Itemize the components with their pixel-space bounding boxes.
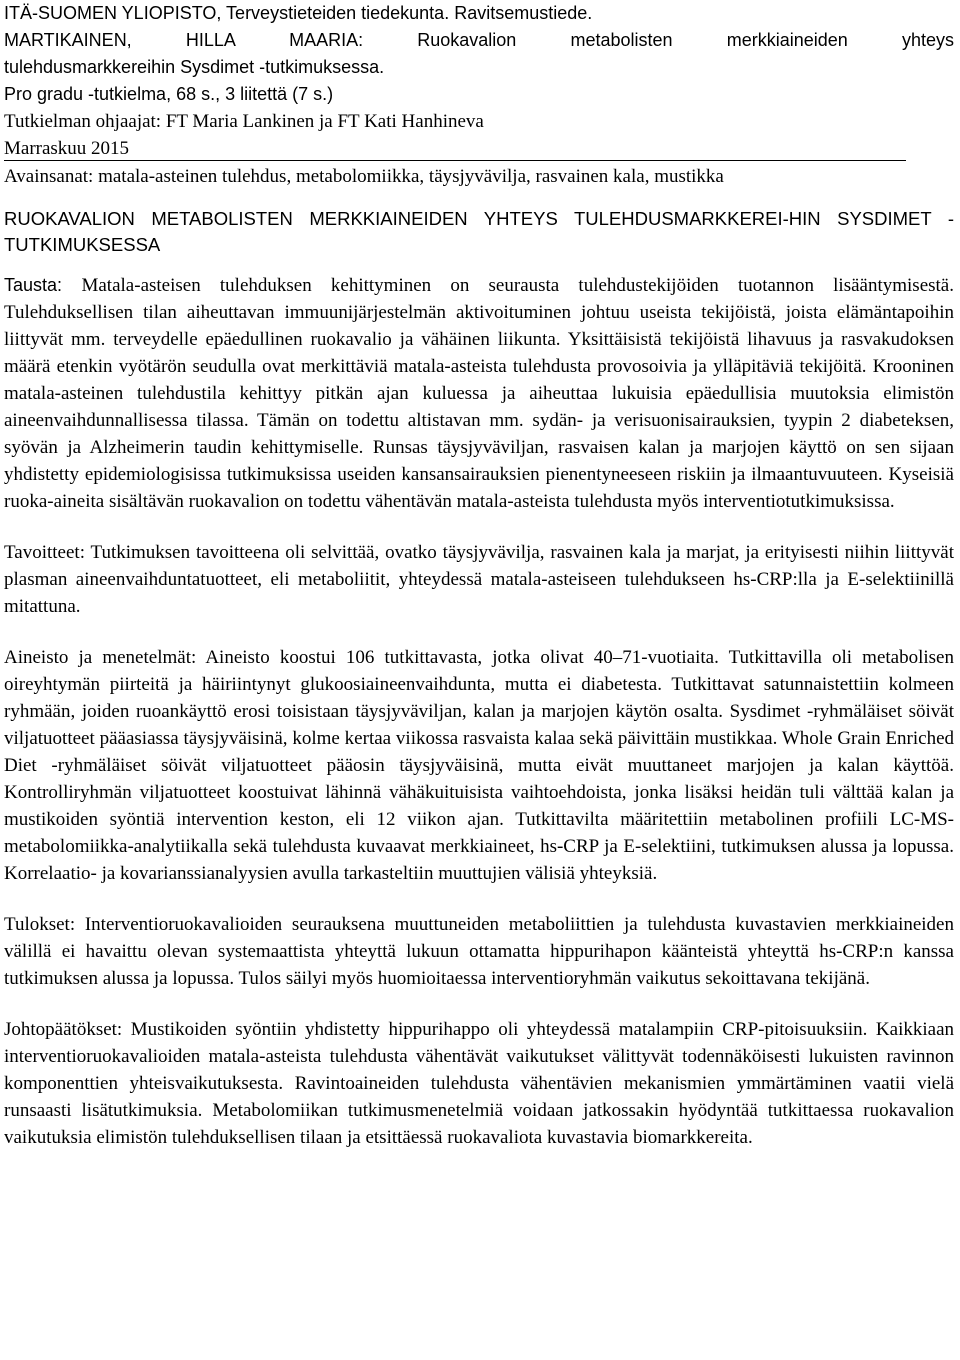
section-text-tulokset: Interventioruokavalioiden seurauksena muuttuneiden metaboliittien ja tulehdusta kuvastavien merkkiaineiden välillä ei havaittu olevan systemaattista yhteyttä lukuun ottamatta hippurihapon käänteistä yhteyttä hs-CRP:n kanssa tutkimuksen alussa ja lopussa. Tulos säilyi myös huomioitaessa interventioryhmän vaikutus sekoittavana tekijänä. — [4, 914, 954, 989]
header-block — [4, 0, 954, 190]
section-text-johtopaatokset: Mustikoiden syöntiin yhdistetty hippurihappo oli yhteydessä matalampiin CRP-pitoisuuksiin. Kaikkiaan interventioruokavalioiden matala-asteista tulehdusta vähentävät vaikutukset välittyvät todennäköisesti lukuisten ravinnon komponenttien yhteisvaikutuksesta. Ravintoaineiden tulehdusta vähentävien mekanismien ymmärtäminen vaatii vielä runsaasti lisätutkimuksia. Metabolomiikan tutkimusmenetelmiä voidaan jatkossakin hyödyntää tutkittaessa ruokavalion vaikutuksia elimistön tulehduksellisen tilaan ja etsittäessä ruokavaliota kuvastavia biomarkkereita. — [4, 1019, 954, 1148]
supervisors: Tutkielman ohjaajat: FT Maria Lankinen ja FT Kati Hanhineva — [4, 111, 484, 132]
section-label-aineisto: Aineisto ja menetelmät: — [4, 647, 206, 668]
section-text-tausta: Matala-asteisen tulehduksen kehittyminen on seurausta tulehdustekijöiden tuotannon lisääntymisestä. Tulehduksellisen tilan aiheuttavan immuunijärjestelmän aktivoituminen johtuu useista tekijöistä, joista elämäntapoihin liittyvät mm. terveydelle epäedullinen ruokavalio ja vähäinen liikunta. Yksittäisistä tekijöistä lihavuus ja rasvakudoksen määrä etenkin vyötärön seudulla ovat merkittäviä matala-asteista tulehdusta provosoivia ja ylläpitäviä tekijöitä. Krooninen matala-asteinen tulehdustila kehittyy pitkän ajan kuluessa ja aiheuttaa lukuisia epäedullisia muutoksia elimistön aineenvaihdunnallisessa tilassa. Tämän on todettu altistavan mm. sydän- ja verisuonisairauksien, tyypin 2 diabeteksen, syövän ja Alzheimerin taudin kehittymiselle. Runsas täysjyväviljan, rasvaisen kalan ja marjojen käyttö on sen sijaan yhdistetty epidemiologisissa tutkimuksissa useiden kansansairauksien pienentyneeseen riskiin ja ilmaantuvuuteen. Kyseisiä ruoka-aineita sisältävän ruokavalion on todettu vähentävän matala-asteista tulehdusta myös interventiotutkimuksissa. — [4, 275, 954, 512]
section-label-tulokset: Tulokset: — [4, 914, 85, 935]
section-aineisto — [4, 644, 954, 887]
document-page — [4, 0, 954, 1151]
section-text-tavoitteet: Tutkimuksen tavoitteena oli selvittää, ovatko täysjyvävilja, rasvainen kala ja marjat, ja erityisesti niihin liittyvät plasman aineenvaihduntatuotteet, eli metaboliitit, yhteydessä matala-asteiseen tulehdukseen hs-CRP:lla ja E-selektiinillä mitattuna. — [4, 542, 954, 617]
section-tavoitteet — [4, 539, 954, 620]
abstract-title: RUOKAVALION METABOLISTEN MERKKIAINEIDEN YHTEYS TULEHDUSMARKKEREI-HIN SYSDIMET -TUTKIMUKSESSA — [4, 208, 954, 255]
section-johtopaatokset — [4, 1016, 954, 1151]
author-title-line: MARTIKAINEN, HILLA MAARIA: Ruokavalion metabolisten merkkiaineiden yhteys — [4, 30, 954, 50]
institution-line: ITÄ-SUOMEN YLIOPISTO, Terveystieteiden tiedekunta. Ravitsemustiede. — [4, 3, 593, 23]
section-label-tausta: Tausta: — [4, 275, 82, 295]
section-tausta — [4, 272, 954, 515]
date: Marraskuu 2015 — [4, 135, 906, 161]
section-text-aineisto: Aineisto koostui 106 tutkittavasta, jotka olivat 40–71-vuotiaita. Tutkittavilla oli metabolisen oireyhtymän piirteitä ja häiriintynyt glukoosiaineenvaihdunta, mutta ei diabetesta. Tutkittavat satunnaistettiin kolmeen ryhmään, joiden ruoankäyttö erosi toisistaan täysjyväviljan, kalan ja marjojen käytön osalta. Sysdimet -ryhmäläiset söivät viljatuotteet pääasiassa täysjyväisinä, kolme kertaa viikossa rasvaista kalaa sekä päivittäin mustikkaa. Whole Grain Enriched Diet -ryhmäläiset söivät viljatuotteet pääosin täysjyväisinä, mutta eivät muuttaneet marjojen ja kalan käyttöä. Kontrolliryhmän viljatuotteet koostuivat lähinnä vähäkuituisista vaihtoehdoista, jonka lisäksi heidän tuli välttää kalan ja mustikoiden syöntiä intervention keston, eli 12 viikon ajan. Tutkittavilta määritettiin metabolinen profiili LC-MS-metabolomiikka-analytiikalla sekä tulehdusta kuvaavat merkkiaineet, hs-CRP ja E-selektiini, tutkimuksen alussa ja lopussa. Korrelaatio- ja kovarianssianalyysien avulla tarkasteltiin muuttujien välisiä yhteyksiä. — [4, 647, 954, 884]
thesis-info: Pro gradu -tutkielma, 68 s., 3 liitettä (7 s.) — [4, 84, 334, 104]
author-title-continuation: tulehdusmarkkereihin Sysdimet -tutkimuksessa. — [4, 57, 385, 77]
section-label-tavoitteet: Tavoitteet: — [4, 542, 91, 563]
keywords: Avainsanat: matala-asteinen tulehdus, metabolomiikka, täysjyvävilja, rasvainen kala, mustikka — [4, 166, 724, 187]
section-tulokset — [4, 911, 954, 992]
section-label-johtopaatokset: Johtopäätökset: — [4, 1019, 131, 1040]
